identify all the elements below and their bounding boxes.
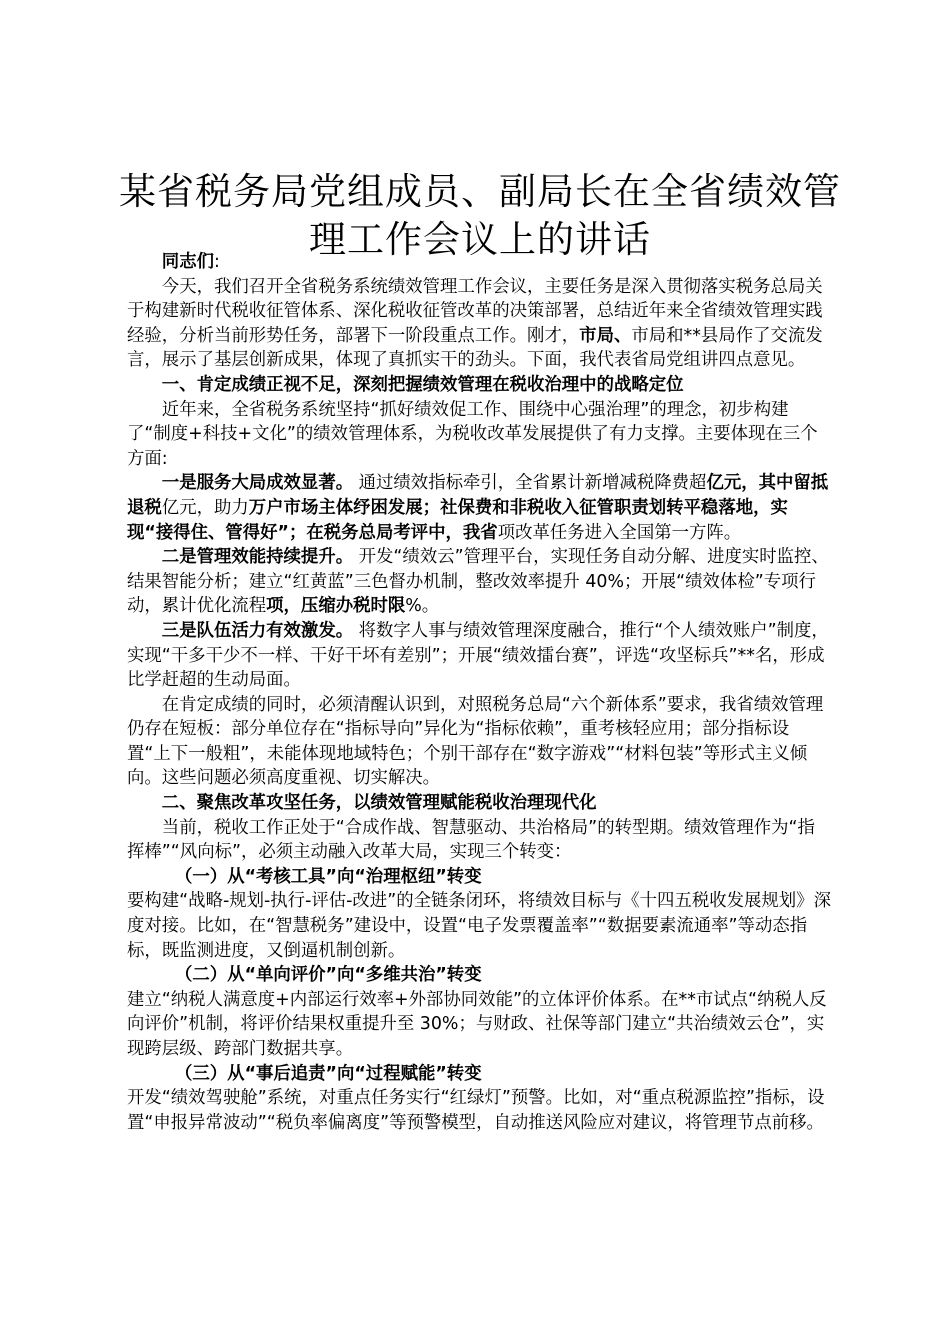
salutation (127, 250, 832, 275)
section1-item-3 (127, 619, 832, 693)
section1-item-1 (127, 471, 832, 545)
item2-bold-1: 项，压缩办税时限 (266, 596, 406, 617)
item1-lead: 一是服务大局成效显著。 (161, 473, 354, 494)
item2-text-1: 开发“绩效云”管理平台，实现任务自动分解、进度实时监控、结果智能分析；建立“红黄蓝”三色督办机制，整改效率提升 40%；开展“绩效体检”专项行动，累计优化流程 (127, 547, 829, 617)
intro-part-b: 市局、 (579, 325, 632, 346)
subsection-1-heading: （一）从“考核工具”向“治理枢纽”转变 (175, 866, 482, 887)
subsection-2-heading: （二）从“单向评价”向“多维共治”转变 (175, 965, 482, 986)
document-title: 某省税务局党组成员、副局长在全省绩效管理工作会议上的讲话 (119, 170, 841, 261)
document-body (127, 250, 832, 1135)
intro-paragraph (127, 275, 832, 373)
salutation-colon: : (213, 252, 220, 272)
intro-part-c: 市局和**县局作了交流发言，展示了基层创新成果，体现了真抓实干的劲头。下面，我代表省局党组讲四点意见。 (127, 325, 823, 371)
item3-text-1: 将数字人事与绩效管理深度融合，推行“个人绩效账户”制度，实现“干多干少不一样、干好干坏有差别”；开展“绩效擂台赛”，评选“攻坚标兵”**名，形成比学赶超的生动局面。 (127, 620, 829, 691)
section1-paragraph-2: 在肯定成绩的同时，必须清醒认识到，对照税务总局“六个新体系”要求，我省绩效管理仍存在短板：部分单位存在“指标导向”异化为“指标依赖”，重考核轻应用；部分指标设置“上下一般粗”，未能体现地域特色；个别干部存在“数字游戏”“材料包装”等形式主义倾向。这些问题必须高度重视、切实解决。 (127, 694, 824, 789)
item2-text-2: %。 (405, 596, 440, 617)
section1-paragraph-1: 近年来，全省税务系统坚持“抓好绩效促工作、围绕中心强治理”的理念，初步构建了“制度+科技+文化”的绩效管理体系，为税收改革发展提供了有力支撑。主要体现在三个方面: (127, 399, 818, 469)
salutation-text: 同志们 (161, 252, 214, 272)
subsection-2-text: 建立“纳税人满意度+内部运行效率+外部协同效能”的立体评价体系。在**市试点“纳税人反向评价”机制，将评价结果权重提升至 30%；与财政、社保等部门建立“共治绩效云仓”，实现跨层级、跨部门数据共享。 (127, 989, 827, 1059)
item1-text-2: 亿元，助力 (161, 497, 249, 518)
subsection-1-text: 要构建“战略-规划-执行-评估-改进”的全链条闭环，将绩效目标与《十四五税收发展规划》深度对接。比如，在“智慧税务”建设中，设置“电子发票覆盖率”“数据要素流通率”等动态指标，既监测进度，又倒逼机制创新。 (127, 891, 831, 961)
item1-bold-1: 亿元，其中留抵退税 (127, 473, 829, 518)
subsection-3-heading: （三）从“事后追责”向“过程赋能”转变 (175, 1063, 482, 1084)
item1-text-3: 项改革任务进入全国第一方阵。 (497, 522, 742, 543)
section1-item-2 (127, 545, 832, 619)
item3-lead: 三是队伍活力有效激发。 (161, 620, 354, 641)
section2-paragraph-1: 当前，税收工作正处于“合成作战、智慧驱动、共治格局”的转型期。绩效管理作为“指挥棒”“风向标”，必须主动融入改革大局，实现三个转变： (127, 817, 815, 863)
section2-heading: 二、聚焦改革攻坚任务，以绩效管理赋能税收治理现代化 (161, 793, 597, 814)
item2-lead: 二是管理效能持续提升。 (161, 547, 354, 568)
item1-text-1: 通过绩效指标牵引，全省累计新增减税降费超 (353, 473, 707, 494)
subsection-3-text: 开发“绩效驾驶舱”系统，对重点任务实行“红绿灯”预警。比如，对“重点税源监控”指标，设置“申报异常波动”“税负率偏离度”等预警模型，自动推送风险应对建议，将管理节点前移。 (127, 1088, 825, 1133)
item1-bold-2: 万户市场主体纾困发展；社保费和非税收入征管职责划转平稳落地，实现“接得住、管得好”；在税务总局考评中，我省 (127, 497, 788, 543)
section1-heading: 一、肯定成绩正视不足，深刻把握绩效管理在税收治理中的战略定位 (161, 374, 684, 395)
intro-part-a: 今天，我们召开全省税务系统绩效管理工作会议，主要任务是深入贯彻落实税务总局关于构建新时代税收征管体系、深化税收征管改革的决策部署，总结近年来全省绩效管理实践经验，分析当前形势任务，部署下一阶段重点工作。刚才， (127, 276, 823, 346)
